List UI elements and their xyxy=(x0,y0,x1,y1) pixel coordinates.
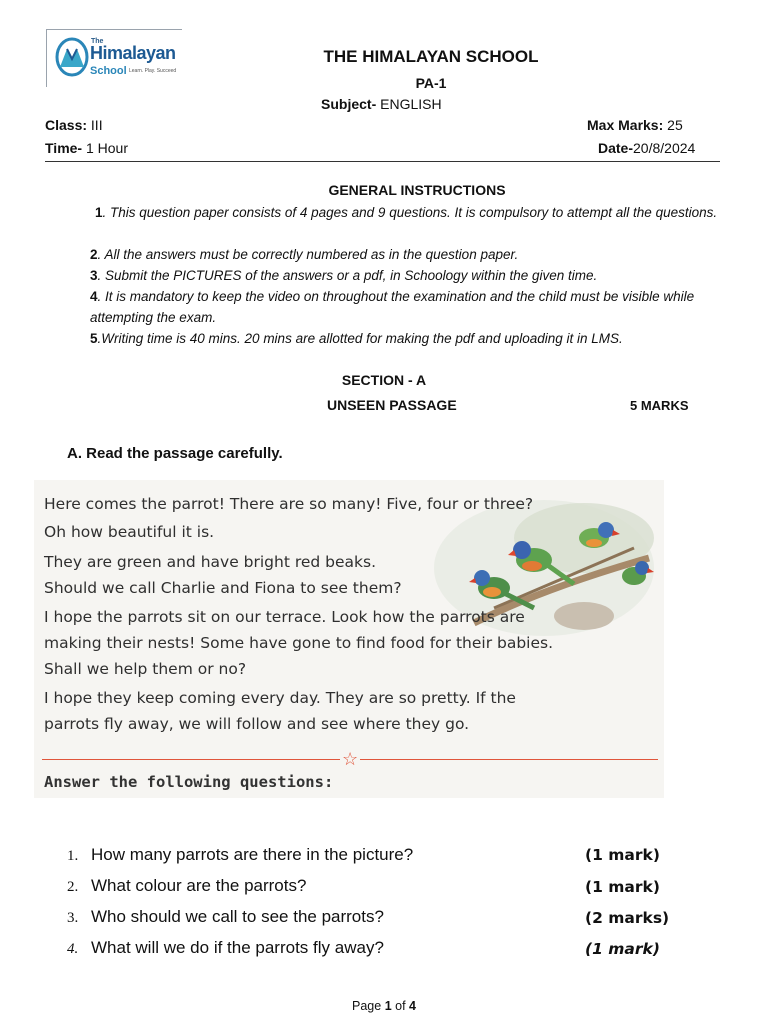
passage-image xyxy=(34,480,664,798)
question-number: 3. xyxy=(67,910,79,926)
instruction-number: 1 xyxy=(95,205,103,220)
instructions-title: GENERAL INSTRUCTIONS xyxy=(328,182,506,198)
answer-heading: Answer the following questions: xyxy=(44,773,334,791)
max-marks-line xyxy=(587,117,683,133)
footer-page-word: Page xyxy=(352,999,385,1013)
instruction-text: . Submit the PICTURES of the answers or a pdf, in Schoology within the given time. xyxy=(97,268,598,283)
footer-page-total: 4 xyxy=(409,999,416,1013)
instruction-5 xyxy=(90,329,750,350)
star-icon: ☆ xyxy=(342,749,359,769)
instruction-text: . All the answers must be correctly numbered as in the question paper. xyxy=(97,247,519,262)
question-text: How many parrots are there in the picture? xyxy=(91,845,414,864)
logo-text-himalayan: Himalayan xyxy=(90,43,176,63)
passage-line: Should we call Charlie and Fiona to see them? xyxy=(44,579,402,597)
question-marks: (2 marks) xyxy=(585,909,670,927)
time-label: Time- xyxy=(45,140,83,156)
instruction-2 xyxy=(90,245,730,266)
instruction-text: .Writing time is 40 mins. 20 mins are allotted for making the pdf and uploading it in LMS. xyxy=(97,331,623,346)
instruction-text: . This question paper consists of 4 pages and 9 questions. It is compulsory to attempt all the questions. xyxy=(102,205,718,220)
subject-value: ENGLISH xyxy=(376,96,442,112)
section-subtitle: UNSEEN PASSAGE xyxy=(327,397,457,413)
test-name: PA-1 xyxy=(415,75,447,91)
subject-line xyxy=(321,96,442,112)
instruction-4 xyxy=(90,287,715,329)
class-label: Class: xyxy=(45,117,88,133)
passage-line: parrots fly away, we will follow and see where they go. xyxy=(44,715,470,733)
date-value: 20/8/2024 xyxy=(633,140,696,156)
logo-text-school: School xyxy=(90,65,127,77)
passage-line: I hope they keep coming every day. They are so pretty. If the xyxy=(44,689,516,707)
header-divider xyxy=(45,161,720,162)
instruction-3 xyxy=(90,266,730,287)
footer-page-number: 1 xyxy=(384,999,392,1013)
question-marks: (1 mark) xyxy=(585,878,660,896)
class-line xyxy=(45,117,103,133)
section-title: SECTION - A xyxy=(341,372,427,388)
passage-line: They are green and have bright red beaks. xyxy=(44,553,377,571)
subject-label: Subject- xyxy=(321,96,377,112)
instruction-number: 5 xyxy=(90,331,98,346)
question-marks: (1 mark) xyxy=(585,940,660,958)
logo-tagline: Learn. Play. Succeed xyxy=(129,68,177,74)
school-title: THE HIMALAYAN SCHOOL xyxy=(323,47,539,66)
passage-line: Here comes the parrot! There are so many! Five, four or three? xyxy=(44,495,534,513)
question-text: What colour are the parrots? xyxy=(91,876,307,895)
logo-text-the: The xyxy=(91,38,104,45)
date-line xyxy=(598,140,695,156)
max-marks-value: 25 xyxy=(663,117,683,133)
instruction-number: 4 xyxy=(90,289,98,304)
instruction-1 xyxy=(95,203,725,224)
class-value: III xyxy=(87,117,103,133)
question-number: 4. xyxy=(67,941,79,957)
max-marks-label: Max Marks: xyxy=(587,117,664,133)
date-label: Date- xyxy=(598,140,634,156)
section-marks: 5 MARKS xyxy=(630,398,689,413)
time-value: 1 Hour xyxy=(82,140,129,156)
question-text: Who should we call to see the parrots? xyxy=(91,907,384,926)
question-marks: (1 mark) xyxy=(585,846,660,864)
time-line xyxy=(45,140,128,156)
question-number: 2. xyxy=(67,879,79,895)
question-text: What will we do if the parrots fly away? xyxy=(91,938,384,957)
passage-line: making their nests! Some have gone to find food for their babies. xyxy=(44,634,554,652)
instruction-number: 2 xyxy=(90,247,98,262)
footer-of-word: of xyxy=(391,999,410,1013)
page-footer xyxy=(0,999,768,1013)
passage-line: I hope the parrots sit on our terrace. Look how the parrots are xyxy=(44,608,525,626)
instruction-number: 3 xyxy=(90,268,98,283)
question-number: 1. xyxy=(67,848,79,864)
passage-line: Shall we help them or no? xyxy=(44,660,247,678)
passage-instruction: A. Read the passage carefully. xyxy=(67,445,283,462)
passage-line: Oh how beautiful it is. xyxy=(44,523,215,541)
instruction-text: . It is mandatory to keep the video on throughout the examination and the child must be visible while attempting the exam. xyxy=(90,289,695,325)
